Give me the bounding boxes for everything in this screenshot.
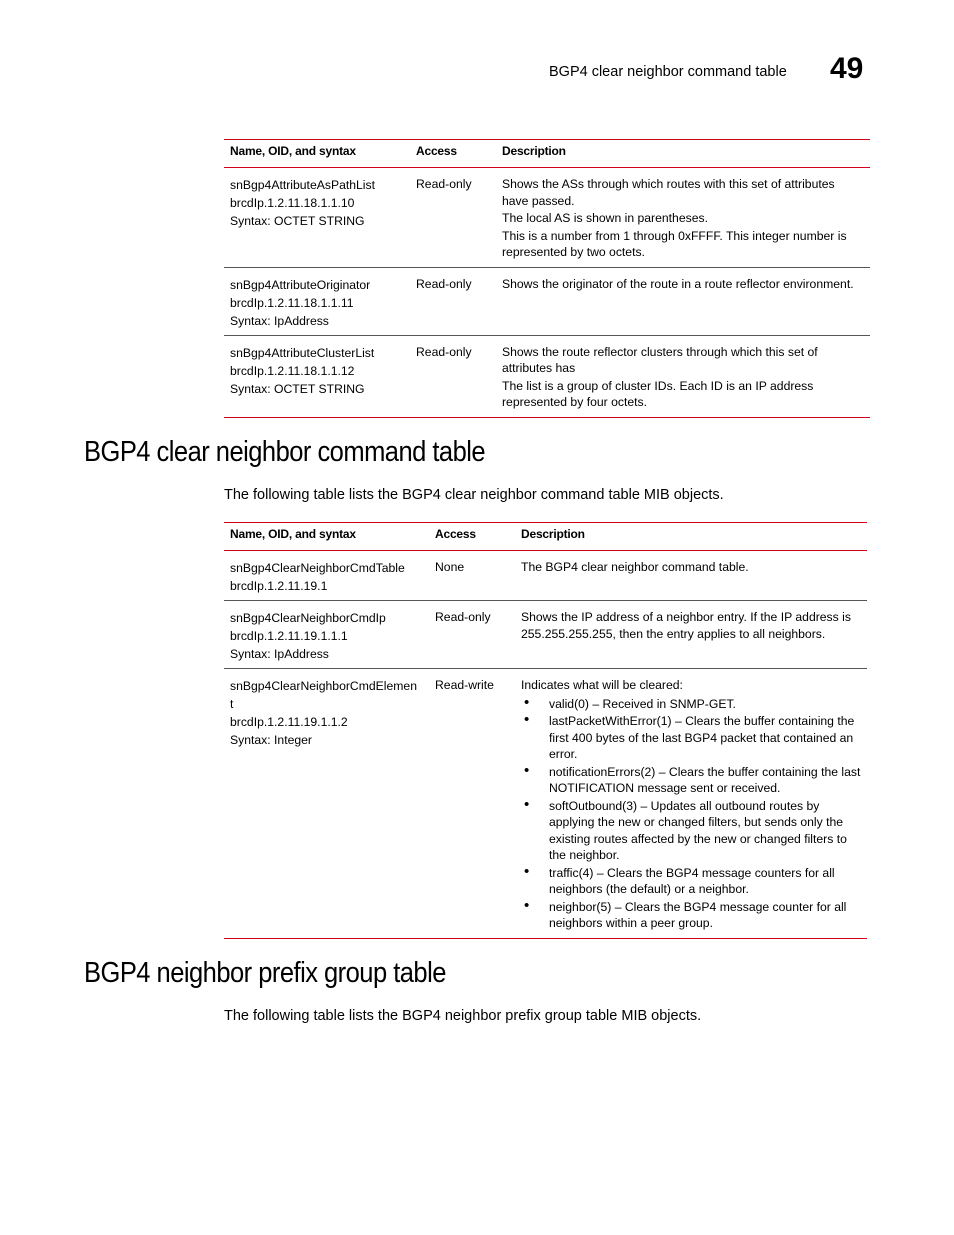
bullet-icon: • [524,896,530,914]
table-row [224,168,870,268]
bullet-icon: • [524,711,530,728]
table-row [224,267,870,335]
object-syntax: Syntax: OCTET STRING [230,381,365,396]
chapter-number: 49 [830,52,864,85]
list-item [521,761,861,797]
section-intro: The following table lists the BGP4 neighbor prefix group table MIB objects. [224,1008,702,1024]
access-cell: None [429,551,515,601]
object-oid: brcdIp.1.2.11.19.1 [230,579,328,593]
object-oid: brcdIp.1.2.11.19.1.1.1 [230,629,348,643]
access-cell: Read-write [429,669,515,939]
list-item-text: lastPacketWithError(1) – Clears the buffer containing the first 400 bytes of the last BGP4 packet that contained an error. [549,714,855,761]
object-name: snBgp4ClearNeighborCmdElemen [230,679,417,693]
object-name: snBgp4AttributeAsPathList [230,178,375,192]
running-header-title: BGP4 clear neighbor command table [549,64,787,80]
description-text: Shows the originator of the route in a route reflector environment. [502,276,854,291]
description-text: The BGP4 clear neighbor command table. [521,560,749,574]
name-cell [224,551,429,601]
section-intro: The following table lists the BGP4 clear neighbor command table MIB objects. [224,487,724,503]
bullet-icon: • [524,693,530,711]
list-item [521,713,861,763]
object-name: snBgp4AttributeOriginator [230,277,371,292]
object-oid: brcdIp.1.2.11.18.1.1.11 [230,295,354,310]
object-name-wrap: t [230,697,234,711]
description-text: This is a number from 1 through 0xFFFF. This integer number is represented by two octets. [502,228,847,259]
column-header: Access [410,140,496,168]
bullet-list [521,693,861,932]
name-cell [224,669,429,939]
description-cell [496,267,870,335]
section-heading: BGP4 neighbor prefix group table [84,957,446,989]
description-cell [515,669,867,939]
object-syntax: Syntax: IpAddress [230,313,329,328]
access-cell: Read-only [410,335,496,417]
column-header: Description [496,140,870,168]
table-row [224,335,870,417]
description-text: Shows the ASs through which routes with this set of attributes have passed. [502,177,835,208]
clear-neighbor-mib-table [224,522,867,939]
name-cell [224,168,410,268]
object-syntax: Syntax: OCTET STRING [230,214,365,228]
table-header-row [224,140,870,168]
list-item [521,896,861,932]
list-item [521,862,861,898]
description-text: Shows the route reflector clusters through which this set of attributes has [502,344,818,375]
access-cell: Read-only [429,601,515,669]
name-cell [224,335,410,417]
object-oid: brcdIp.1.2.11.18.1.1.12 [230,363,355,378]
description-cell [496,168,870,268]
table-header-row [224,523,867,551]
name-cell [224,601,429,669]
object-syntax: Syntax: IpAddress [230,647,329,661]
object-name: snBgp4ClearNeighborCmdTable [230,561,405,575]
description-cell [496,335,870,417]
description-text: Indicates what will be cleared: [521,678,683,692]
object-name: snBgp4AttributeClusterList [230,345,375,360]
description-cell [515,551,867,601]
column-header: Name, OID, and syntax [224,140,410,168]
list-item-text: notificationErrors(2) – Clears the buffer containing the last NOTIFICATION message sent or received. [549,764,861,795]
list-item-text: softOutbound(3) – Updates all outbound routes by applying the new or changed filters, but sends only the existing routes affected by the new or changed filters to the neighbor. [549,798,847,862]
access-cell: Read-only [410,168,496,268]
description-cell [515,601,867,669]
list-item [521,795,861,864]
name-cell [224,267,410,335]
list-item-text: neighbor(5) – Clears the BGP4 message counter for all neighbors within a peer group. [549,899,847,930]
description-text: Shows the IP address of a neighbor entry. If the IP address is 255.255.255.255, then the entry applies to all neighbors. [521,610,851,641]
column-header: Access [429,523,515,551]
list-item-text: valid(0) – Received in SNMP-GET. [549,696,736,711]
bullet-icon: • [524,795,530,813]
list-item [521,693,861,713]
description-text: The local AS is shown in parentheses. [502,211,708,225]
access-cell: Read-only [410,267,496,335]
attribute-mib-table [224,139,870,418]
column-header: Description [515,523,867,551]
list-item-text: traffic(4) – Clears the BGP4 message counters for all neighbors (the default) or a neighbor. [549,865,835,896]
description-text: The list is a group of cluster IDs. Each ID is an IP address represented by four octets. [502,378,814,409]
table-row [224,601,867,669]
object-name: snBgp4ClearNeighborCmdIp [230,611,386,625]
table-row [224,551,867,601]
column-header: Name, OID, and syntax [224,523,429,551]
table-row [224,669,867,939]
bullet-icon: • [524,862,530,880]
object-syntax: Syntax: Integer [230,733,312,747]
section-heading: BGP4 clear neighbor command table [84,436,486,468]
object-oid: brcdIp.1.2.11.18.1.1.10 [230,196,355,210]
object-oid: brcdIp.1.2.11.19.1.1.2 [230,715,348,729]
bullet-icon: • [524,761,530,779]
